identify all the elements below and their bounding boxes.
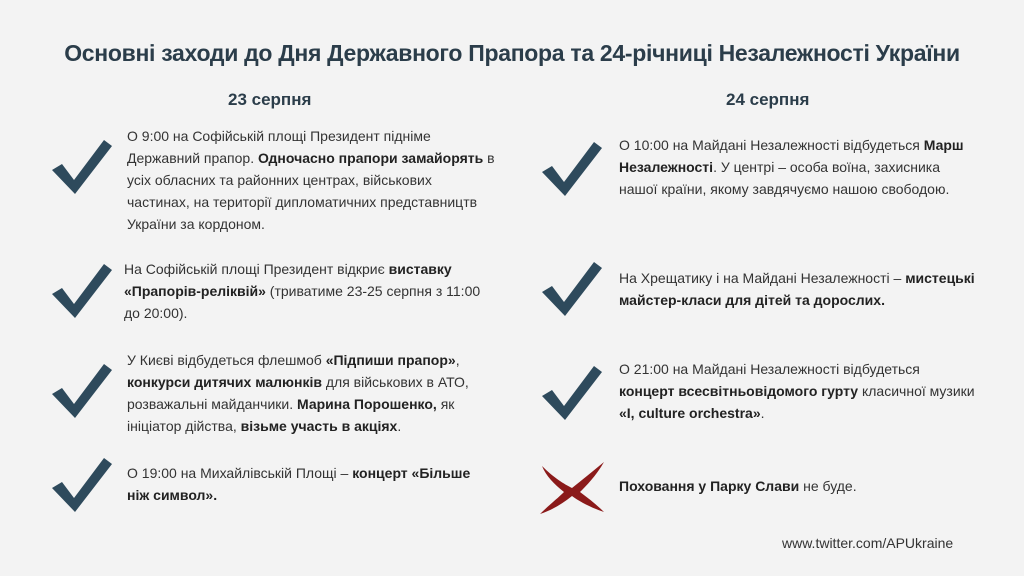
item-text (127, 462, 487, 506)
check-icon (48, 360, 114, 422)
item-text-segment: На Софійській площі Президент відкриє (124, 261, 389, 277)
check-icon (538, 258, 604, 320)
item-text-bold: «I, culture orchestra» (619, 405, 761, 421)
item-text-segment: О 10:00 на Майдані Незалежності відбудеться (619, 137, 924, 153)
item-text-segment: О 9:00 на Софійській площі Президент підніме Державний прапор. (127, 128, 431, 166)
item-text (124, 258, 496, 324)
left-column-heading: 23 серпня (228, 90, 312, 109)
item-text (619, 358, 979, 424)
item-text-segment: . (397, 418, 402, 434)
check-icon (538, 362, 604, 424)
item-text-segment: , (455, 352, 460, 368)
item-text-bold: мистецькі майстер-класи для дітей та дорослих. (619, 270, 975, 308)
page-title: Основні заходи до Дня Державного Прапора та 24-річниці Незалежності України (64, 40, 960, 66)
item-text (619, 475, 979, 497)
cross-icon (534, 460, 606, 516)
item-text-segment: (триватиме 23-25 серпня з 11:00 до 20:00). (124, 283, 481, 321)
item-text-bold: Одночасно прапори замайорять (258, 150, 484, 166)
item-text-segment: . У центрі – особа воїна, захисника нашої країни, якому завдячуємо нашою свободою. (619, 159, 950, 197)
item-text-segment: На Хрещатику і на Майдані Незалежності – (619, 270, 906, 286)
item-text-segment: У Києві відбудеться флешмоб (127, 352, 326, 368)
item-text-bold: концерт «Більше ніж символ». (127, 465, 471, 503)
right-column-heading: 24 серпня (726, 90, 810, 109)
check-icon (48, 454, 114, 516)
item-text-segment: О 21:00 на Майдані Незалежності відбудеться (619, 361, 920, 377)
item-text (127, 125, 497, 235)
item-text-segment: О 19:00 на Михайлівській Площі – (127, 465, 353, 481)
item-text (619, 134, 979, 200)
item-text-bold: Марш Незалежності (619, 137, 964, 175)
item-text (127, 349, 492, 437)
item-text-bold: концерт всесвітньовідомого гурту (619, 383, 859, 399)
item-text (619, 267, 989, 311)
item-text-bold: «Підпиши прапор» (325, 352, 456, 368)
item-text-segment: . (760, 405, 765, 421)
item-text-bold: Поховання у Парку Слави (619, 478, 800, 494)
item-text-bold: виставку «Прапорів-реліквій» (124, 261, 452, 299)
item-text-segment: класичної музики (858, 383, 975, 399)
item-text-segment: в усіх обласних та районних центрах, військових частинах, на території дипломатичних представництв України за кордоном. (127, 150, 495, 232)
item-text-segment: не буде. (799, 478, 857, 494)
check-icon (48, 136, 114, 198)
item-text-segment: як ініціатор дійства, (127, 396, 455, 434)
item-text-bold: Марина Порошенко, (297, 396, 437, 412)
item-text-segment: для військових в АТО, розважальні майданчики. (127, 374, 469, 412)
item-text-bold: візьме участь в акціях (240, 418, 398, 434)
twitter-link[interactable]: www.twitter.com/APUkraine (782, 535, 954, 551)
check-icon (48, 260, 114, 322)
check-icon (538, 138, 604, 200)
item-text-bold: конкурси дитячих малюнків (127, 374, 322, 390)
